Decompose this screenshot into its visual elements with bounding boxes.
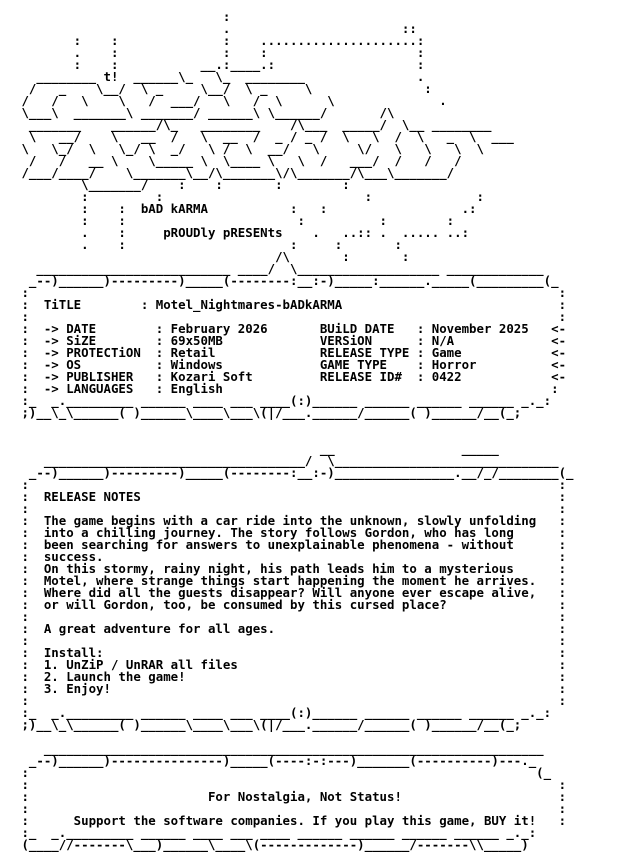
nfo-line: ;)__\_\______( )______\____\___\(|/___.______/______( )______/__(_; <box>14 717 522 732</box>
nfo-line: : RELEASE NOTES : <box>14 489 567 504</box>
nfo-line: : Support the software companies. If you play this game, BUY it! : <box>14 813 567 828</box>
nfo-line: __________________________ ____/ \___________________ _____________ <box>14 261 544 276</box>
nfo-line: _______ ______/\_ ________ /\___ _____/ \__ ________ <box>14 117 492 132</box>
nfo-line: ___________________________________/ \______________________________ <box>14 453 559 468</box>
nfo-line: : 2. Launch the game! : <box>14 669 567 684</box>
nfo-line: : : <box>14 801 567 816</box>
nfo-line: : -> OS : Windows GAME TYPE : Horror <- <box>14 357 567 372</box>
nfo-line: : On this stormy, rainy night, his path leads him to a mysterious : <box>14 561 567 576</box>
nfo-line: : For Nostalgia, Not Status! : <box>14 789 567 804</box>
nfo-line: /___/____/ \_______\__/\_______\/\_______/\___\_______/ <box>14 165 455 180</box>
nfo-line: : : <box>14 285 567 300</box>
nfo-line: . : : : : <box>14 45 425 60</box>
nfo-line: : into a chilling journey. The story follows Gordon, who has long : <box>14 525 567 540</box>
nfo-line: : : <box>14 477 567 492</box>
nfo-line: : : : : <box>14 189 484 204</box>
nfo-line: :_ _._________ ______ ____ ___ ____ ______ ______ ______ ______ _._: <box>14 825 537 840</box>
nfo-line: : 1. UnZiP / UnRAR all files : <box>14 657 567 672</box>
nfo-line: . : pROUDly pRESENts . ..:: . ..... ..: <box>14 225 470 240</box>
nfo-line: \_______/ : : : : <box>14 177 350 192</box>
nfo-line: : : <box>14 693 567 708</box>
nfo-line: \___\ _______\ _______/ ______\ \______/ /\ <box>14 105 395 120</box>
nfo-line: :_ _._________ ______ ____ ___ ____(:)______ ______ ______ ______ _._: <box>14 393 552 408</box>
nfo-line: : : <box>14 633 567 648</box>
nfo-line: : (_ <box>14 765 552 780</box>
nfo-line: \ \_/ \ \_/ \ _/ \ / \ __/ \ \/ \ \ \ \ <box>14 141 484 156</box>
nfo-line: : <box>14 9 231 24</box>
nfo-line: : : __.:____.: : <box>14 57 425 72</box>
nfo-line: : TiTLE : Motel_Nightmares-bADkARMA : <box>14 297 567 312</box>
nfo-line: : -> LANGUAGES : English : <box>14 381 559 396</box>
nfo-line: \ __/ \ __ / \ __ / _ / _ / \ \ / \ _ \ ___ <box>14 129 514 144</box>
nfo-line: : A great adventure for all ages. : <box>14 621 567 636</box>
nfo-line: /\ : : <box>14 249 410 264</box>
nfo-line <box>14 419 574 431</box>
nfo-line: : success. : <box>14 549 567 564</box>
nfo-line: : : : : : <box>14 213 455 228</box>
nfo-line: : -> DATE : February 2026 BUiLD DATE : November 2025 <- <box>14 321 567 336</box>
nfo-line: / / \ \ / ___/ \ / \ \ . <box>14 93 447 108</box>
nfo-line: _--)______)---------------)_____(----:-:---)_______(----------)---._ <box>14 753 537 768</box>
nfo-line: _--)______)---------)_____(--------:__:-)________________.__/_/________(_ <box>14 465 574 480</box>
nfo-line: _--)______)---------)_____(--------:__:-)_____:______._____(_________(_ <box>14 273 559 288</box>
nfo-line: : Install: : <box>14 645 567 660</box>
nfo-line: / _ \__/ \ _ \__/ \ _ \ : <box>14 81 432 96</box>
nfo-line: : -> PUBLISHER : Kozari Soft RELEASE ID# : 0422 <- <box>14 369 567 384</box>
nfo-line: : : bAD kARMA : : .: <box>14 201 477 216</box>
nfo-line: : Motel, where strange things start happening the moment he arrives. : <box>14 573 567 588</box>
nfo-line: ;)__\_\______( )______\____\___\(|/___.______/______( )______/__(_; <box>14 405 522 420</box>
nfo-line: __ _____ <box>14 441 499 456</box>
nfo-line: : -> SiZE : 69x50MB VERSiON : N/A <- <box>14 333 567 348</box>
nfo-line: : 3. Enjoy! : <box>14 681 567 696</box>
nfo-line: ________ t! ______\_ \_ ________ . <box>14 69 425 84</box>
nfo-line: : : <box>14 609 567 624</box>
nfo-line: : : <box>14 777 567 792</box>
nfo-line: : : : .....................: <box>14 33 425 48</box>
nfo-line: . :: <box>14 21 417 36</box>
nfo-line: :_ _._________ ______ ____ ___ ____(:)______ ______ ______ ______ _._: <box>14 705 552 720</box>
nfo-line: / / __ \ \_____ \ \____ \ \ / ___/ / / / <box>14 153 462 168</box>
nfo-line: (____//-------\___)______\____\(-------------)______/-------\\_____) <box>14 837 529 852</box>
nfo-line: : or will Gordon, too, be consumed by this cursed place? : <box>14 597 567 612</box>
nfo-line: : : <box>14 501 567 516</box>
nfo-line: . : : : : <box>14 237 402 252</box>
nfo-line: : -> PROTECTiON : Retail RELEASE TYPE : Game <- <box>14 345 567 360</box>
nfo-line: : The game begins with a car ride into the unknown, slowly unfolding : <box>14 513 567 528</box>
nfo-line: ___________________________________________________________________ <box>14 741 544 756</box>
nfo-line: : : <box>14 309 567 324</box>
nfo-line: : Where did all the guests disappear? Will anyone ever escape alive, : <box>14 585 567 600</box>
nfo-line: : been searching for answers to unexplainable phenomena - without : <box>14 537 567 552</box>
nfo-art-text <box>14 11 574 851</box>
